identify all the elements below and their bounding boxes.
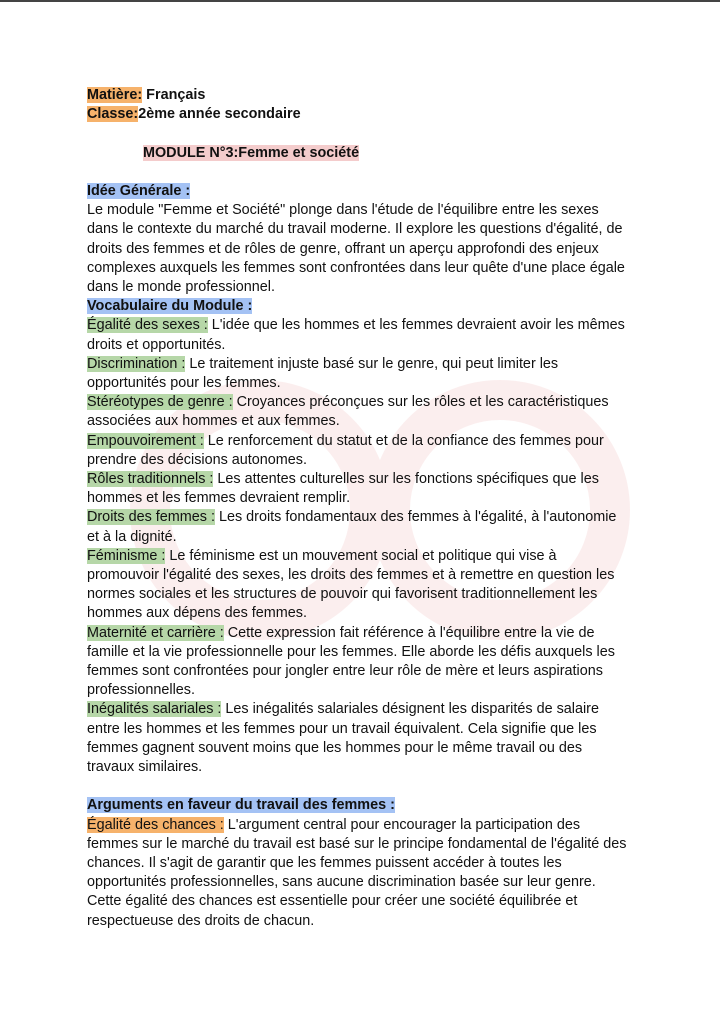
classe-label: Classe: — [87, 106, 139, 123]
entry-continuation-line: normes sociales et les structures de pouvoir qui favorisent traditionnellement les — [87, 586, 598, 603]
vocab-term: Égalité des sexes : — [87, 317, 208, 334]
entry-continuation-line: opportunités professionnelles, sans aucune discrimination basée sur leur genre. — [87, 874, 596, 891]
module-title: MODULE N°3:Femme et société — [143, 144, 360, 161]
entry-continuation-line: associées aux hommes et aux femmes. — [87, 413, 340, 430]
entry-continuation-line: entre les hommes et les femmes pour un travail équivalent. Cela signifie que les — [87, 720, 597, 737]
entry-continuation-line: travaux similaires. — [87, 759, 203, 776]
matiere-value: Français — [142, 87, 206, 103]
vocab-entry — [87, 700, 647, 777]
entry-first-line — [87, 508, 647, 527]
idee-heading-line — [87, 182, 647, 201]
entry-continuation-line: prendre des décisions autonomes. — [87, 451, 307, 468]
paragraph-line: dans le monde professionnel. — [87, 279, 275, 295]
paragraph-line: droits des femmes et de rôles de genre, offrant un aperçu approfondi des enjeux — [87, 240, 599, 257]
entry-first-line — [87, 624, 647, 643]
entry-first-line — [87, 547, 647, 566]
entry-first-line — [87, 816, 647, 835]
vocab-definition: Le féminisme est un mouvement social et politique qui vise à — [165, 547, 557, 564]
vocab-definition: Le traitement injuste basé sur le genre, qui peut limiter les — [185, 355, 559, 372]
idee-heading: Idée Générale : — [87, 182, 191, 199]
entry-continuation-line: femmes gagnent souvent moins que les hommes pour le même travail ou des — [87, 739, 583, 756]
vocab-term: Droits des femmes : — [87, 509, 215, 526]
entry-continuation-line: opportunités pour les femmes. — [87, 375, 281, 392]
vocab-definition: L'idée que les hommes et les femmes devraient avoir les mêmes — [207, 317, 625, 334]
arguments-heading: Arguments en faveur du travail des femmes : — [87, 797, 395, 814]
vocab-definition: Cette expression fait référence à l'équilibre entre la vie de — [223, 624, 595, 641]
entry-continuation-line: hommes et les femmes devraient remplir. — [87, 490, 351, 507]
entry-continuation-line: promouvoir l'égalité des sexes, les droits des femmes et à remettre en question les — [87, 567, 615, 584]
entry-first-line — [87, 700, 647, 719]
entry-first-line — [87, 316, 647, 335]
classe-value: 2ème année secondaire — [138, 106, 301, 123]
vocab-definition: Les inégalités salariales désignent les disparités de salaire — [221, 701, 599, 718]
vocab-entry — [87, 508, 647, 546]
idee-paragraph — [87, 201, 647, 297]
vocab-term: Stéréotypes de genre : — [87, 394, 233, 411]
vocab-term: Féminisme : — [87, 547, 166, 564]
matiere-line — [87, 86, 647, 105]
vocab-entry — [87, 393, 647, 431]
vocab-heading-line — [87, 297, 647, 316]
arguments-heading-line — [87, 796, 647, 815]
vocab-definition: Croyances préconçues sur les rôles et les caractéristiques — [232, 394, 609, 411]
entry-continuation-line: femmes sur le marché du travail est basé sur le principe fondamental de l'égalité des — [87, 835, 627, 852]
matiere-label: Matière: — [87, 87, 143, 103]
entry-continuation-line: droits et opportunités. — [87, 336, 226, 353]
entry-first-line — [87, 470, 647, 489]
entry-continuation-line: femmes sont confrontées pour jongler entre leur rôle de mère et leurs aspirations — [87, 663, 603, 680]
entry-first-line — [87, 393, 647, 412]
document-body — [87, 86, 647, 931]
vocab-heading: Vocabulaire du Module : — [87, 298, 253, 315]
vocab-list — [87, 316, 647, 777]
vocab-entry — [87, 547, 647, 624]
vocab-entry — [87, 470, 647, 508]
classe-line — [87, 105, 647, 124]
vocab-term: Empouvoirement : — [87, 432, 204, 449]
entry-first-line — [87, 355, 647, 374]
vocab-entry — [87, 432, 647, 470]
paragraph-line: dans le contexte du marché du travail moderne. Il explore les questions d'égalité, de — [87, 221, 623, 238]
entry-continuation-line: famille et la vie professionnelle pour les femmes. Elle aborde les défis auxquels les — [87, 643, 615, 660]
entry-continuation-line: professionnelles. — [87, 682, 195, 699]
entry-continuation-line: chances. Il s'agit de garantir que les femmes puissent accéder à toutes les — [87, 855, 562, 872]
vocab-entry — [87, 316, 647, 354]
page-top-border — [0, 0, 720, 2]
vocab-term: Rôles traditionnels : — [87, 471, 214, 488]
paragraph-line: Le module "Femme et Société" plonge dans l'étude de l'équilibre entre les sexes — [87, 202, 599, 219]
vocab-entry — [87, 355, 647, 393]
entry-first-line — [87, 432, 647, 451]
vocab-term: Inégalités salariales : — [87, 701, 222, 718]
vocab-term: Égalité des chances : — [87, 816, 224, 833]
vocab-term: Discrimination : — [87, 355, 186, 372]
vocab-term: Maternité et carrière : — [87, 624, 224, 641]
paragraph-line: complexes auxquels les femmes sont confrontées dans leur quête d'une place égale — [87, 259, 625, 276]
vocab-definition: Les droits fondamentaux des femmes à l'égalité, à l'autonomie — [214, 509, 617, 526]
entry-continuation-line: Cette égalité des chances est essentielle pour créer une société équilibrée et — [87, 893, 578, 910]
entry-continuation-line: hommes aux dépens des femmes. — [87, 605, 307, 622]
entry-continuation-line: et à la dignité. — [87, 528, 177, 545]
module-title-line — [87, 144, 647, 163]
arguments-entry — [87, 816, 647, 931]
vocab-definition: Le renforcement du statut et de la confiance des femmes pour — [203, 432, 604, 449]
vocab-definition: L'argument central pour encourager la participation des — [223, 816, 581, 833]
entry-continuation-line: respectueuse des droits de chacun. — [87, 912, 315, 929]
vocab-definition: Les attentes culturelles sur les fonctions spécifiques que les — [213, 471, 599, 488]
vocab-entry — [87, 624, 647, 701]
